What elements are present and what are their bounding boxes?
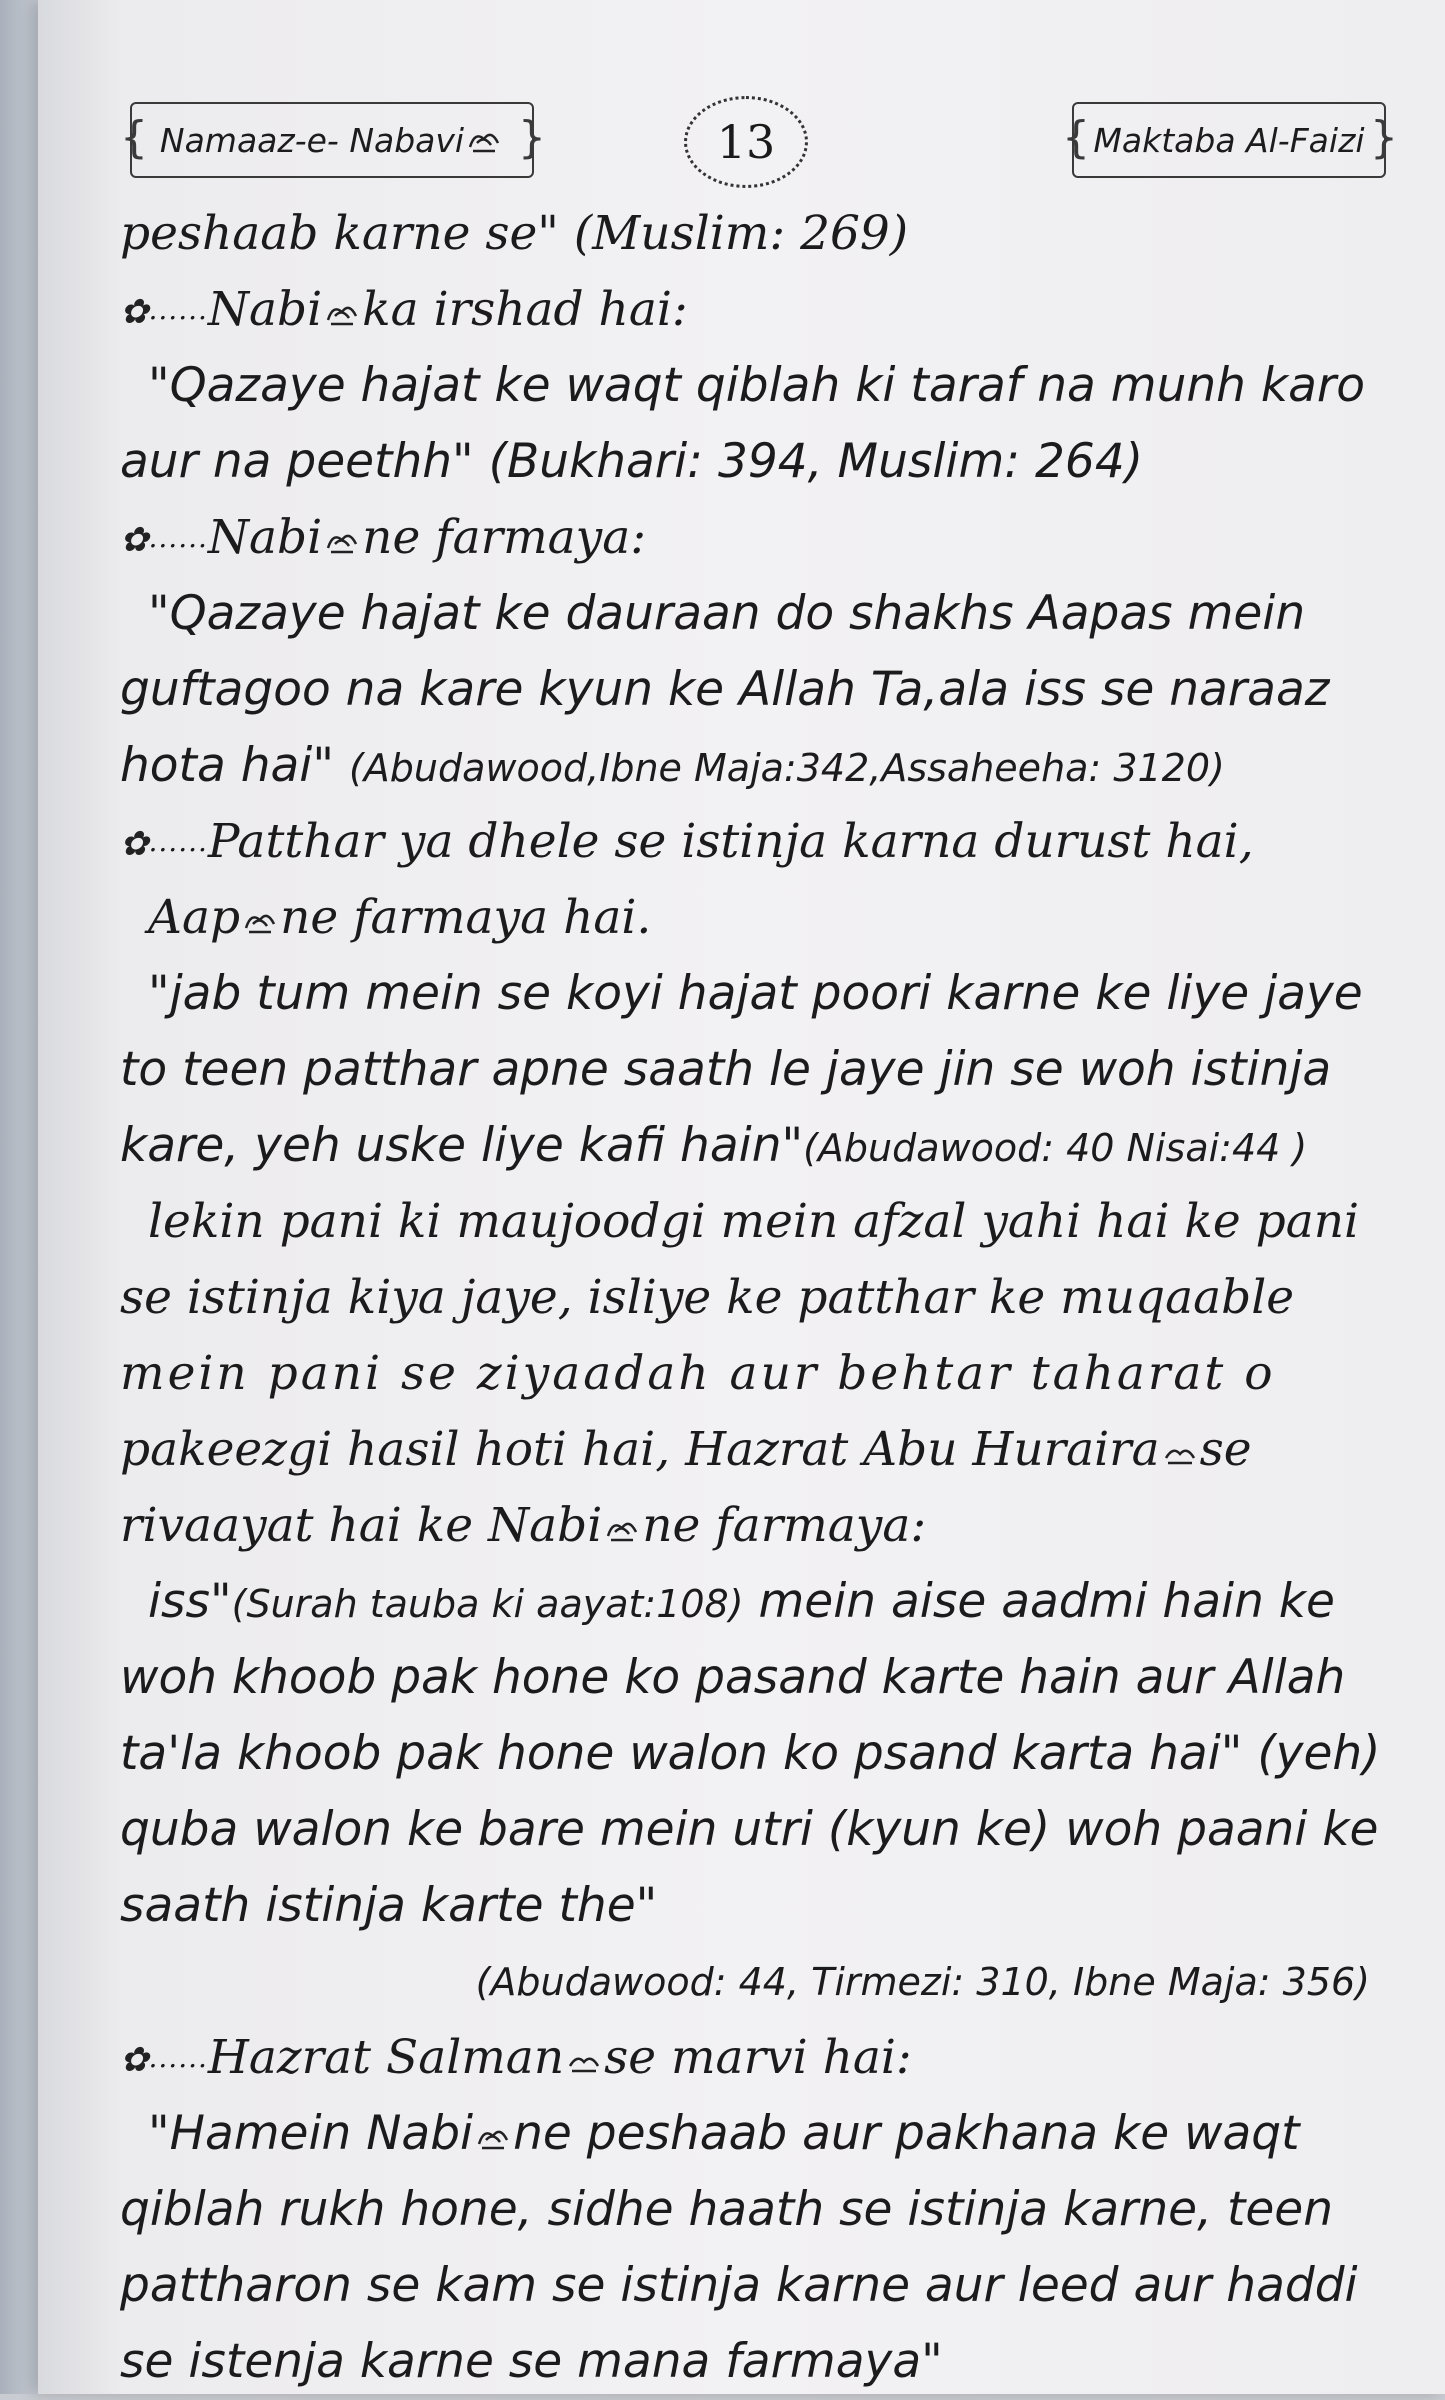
text-line: iss"(Surah tauba ki aayat:108) mein aise aadmi hain ke — [148, 1574, 1335, 1629]
right-bracket-ornament: } — [1370, 112, 1398, 163]
text-line: lekin pani ki maujoodgi mein afzal yahi hai ke pani — [148, 1194, 1360, 1249]
salutation-icon — [1163, 1438, 1197, 1468]
header-left-box — [120, 102, 546, 178]
salutation-icon — [325, 526, 359, 556]
text-line: "Qazaye hajat ke waqt qiblah ki taraf na munh karo — [148, 358, 1365, 413]
page-number: 13 — [716, 115, 776, 169]
text-line: mein pani se ziyaadah aur behtar taharat o — [120, 1346, 1276, 1401]
text-line: hota hai" (Abudawood,Ibne Maja:342,Assaheeha: 3120) — [120, 738, 1225, 793]
salutation-icon — [605, 1514, 639, 1544]
page-body — [120, 196, 1381, 2400]
text-line: to teen patthar apne saath le jaye jin se woh istinja — [120, 1042, 1332, 1097]
salutation-icon — [467, 125, 501, 155]
bullet-line: ✿......Nabi ne farmaya: — [120, 500, 1370, 576]
text-line: woh khoob pak hone ko pasand karte hain aur Allah — [120, 1650, 1346, 1705]
text-line: se istinja kiya jaye, isliye ke patthar ke muqaable — [120, 1270, 1295, 1325]
flower-bullet-icon: ✿ — [120, 520, 149, 560]
salutation-icon — [567, 2046, 601, 2076]
bullet-line: ✿......Hazrat Salman se marvi hai: — [120, 2020, 1370, 2096]
text-line: guftagoo na kare kyun ke Allah Ta,ala iss se naraaz — [120, 662, 1330, 717]
flower-bullet-icon: ✿ — [120, 2040, 149, 2080]
flower-bullet-icon: ✿ — [120, 292, 149, 332]
salutation-icon — [476, 2122, 510, 2152]
salutation-icon — [325, 298, 359, 328]
book-page — [38, 0, 1445, 2394]
text-line: aur na peethh" (Bukhari: 394, Muslim: 264) — [120, 434, 1144, 489]
text-line: pakeezgi hasil hoti hai, Hazrat Abu Huraira se — [120, 1422, 1252, 1477]
bullet-line: ✿......Patthar ya dhele se istinja karna durust hai, — [120, 804, 1370, 880]
text-line: quba walon ke bare mein utri (kyun ke) woh paani ke — [120, 1802, 1379, 1857]
bullet-line: ✿......Nabi ka irshad hai: — [120, 272, 1370, 348]
page-header — [88, 96, 1398, 192]
text-line: "jab tum mein se koyi hajat poori karne ke liye jaye — [148, 966, 1363, 1021]
book-spine-shadow — [0, 0, 38, 2394]
salutation-icon — [243, 906, 277, 936]
text-line: kare, yeh uske liye kafi hain"(Abudawood: 40 Nisai:44 ) — [120, 1118, 1308, 1173]
text-line: se istenja karne se mana farmaya" — [120, 2334, 943, 2389]
left-bracket-ornament: { — [120, 112, 148, 163]
reference-line: (Abudawood: 44, Tirmezi: 310, Ibne Maja: 356) — [475, 1960, 1370, 2004]
publisher-name: Maktaba Al-Faizi — [1093, 120, 1365, 160]
page-number-seal — [684, 96, 808, 188]
flower-bullet-icon: ✿ — [120, 824, 149, 864]
text-line: Aap ne farmaya hai. — [148, 890, 652, 945]
right-bracket-ornament: } — [518, 112, 546, 163]
text-line: qiblah rukh hone, sidhe haath se istinja karne, teen — [120, 2182, 1334, 2237]
book-title: Namaaz-e- Nabavi — [159, 120, 465, 160]
text-line: ta'la khoob pak hone walon ko psand karta hai" (yeh) — [120, 1726, 1381, 1781]
text-line: saath istinja karte the" — [120, 1878, 658, 1933]
text-line: peshaab karne se" (Muslim: 269) — [120, 206, 909, 261]
text-line: "Hamein Nabi ne peshaab aur pakhana ke waqt — [148, 2106, 1300, 2161]
text-line: rivaayat hai ke Nabi ne farmaya: — [120, 1498, 927, 1553]
left-bracket-ornament: { — [1062, 112, 1090, 163]
header-right-box — [1062, 102, 1398, 178]
text-line: "Qazaye hajat ke dauraan do shakhs Aapas mein — [148, 586, 1306, 641]
text-line: pattharon se kam se istinja karne aur leed aur haddi — [120, 2258, 1358, 2313]
